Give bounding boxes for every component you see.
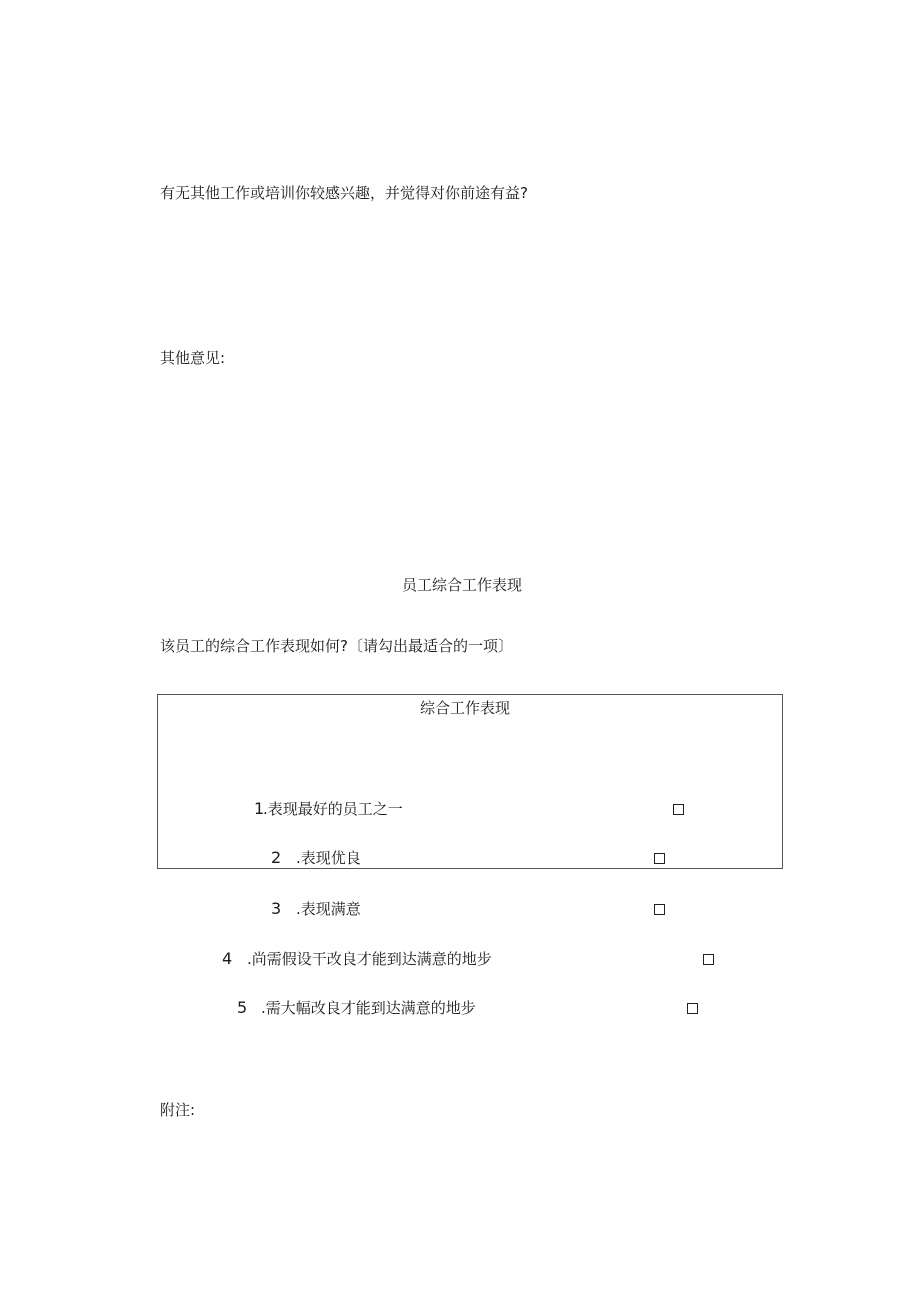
option-number: 5 (237, 998, 248, 1017)
performance-table-border (157, 694, 783, 869)
option-checkbox[interactable] (654, 853, 665, 864)
option-checkbox[interactable] (673, 804, 684, 815)
option-checkbox[interactable] (703, 954, 714, 965)
question-other-comments: 其他意见: (160, 349, 226, 367)
option-label: .表现最好的员工之一 (263, 800, 403, 818)
section-title: 员工综合工作表现 (402, 576, 523, 594)
option-label: .需大幅改良才能到达满意的地步 (261, 999, 476, 1017)
section-prompt: 该员工的综合工作表现如何?〔请勾出最适合的一项〕 (160, 637, 513, 655)
question-other-training: 有无其他工作或培训你较感兴趣，并觉得对你前途有益? (160, 184, 528, 202)
option-number: 3 (271, 899, 282, 918)
notes-label: 附注: (160, 1101, 196, 1119)
option-number: 1 (254, 799, 265, 818)
option-checkbox[interactable] (687, 1003, 698, 1014)
option-number: 2 (271, 848, 282, 867)
option-checkbox[interactable] (654, 904, 665, 915)
option-label: .尚需假设干改良才能到达满意的地步 (247, 950, 492, 968)
option-number: 4 (222, 949, 233, 968)
option-label: .表现满意 (296, 900, 361, 918)
option-label: .表现优良 (296, 849, 361, 867)
performance-table-header: 综合工作表现 (420, 699, 511, 717)
